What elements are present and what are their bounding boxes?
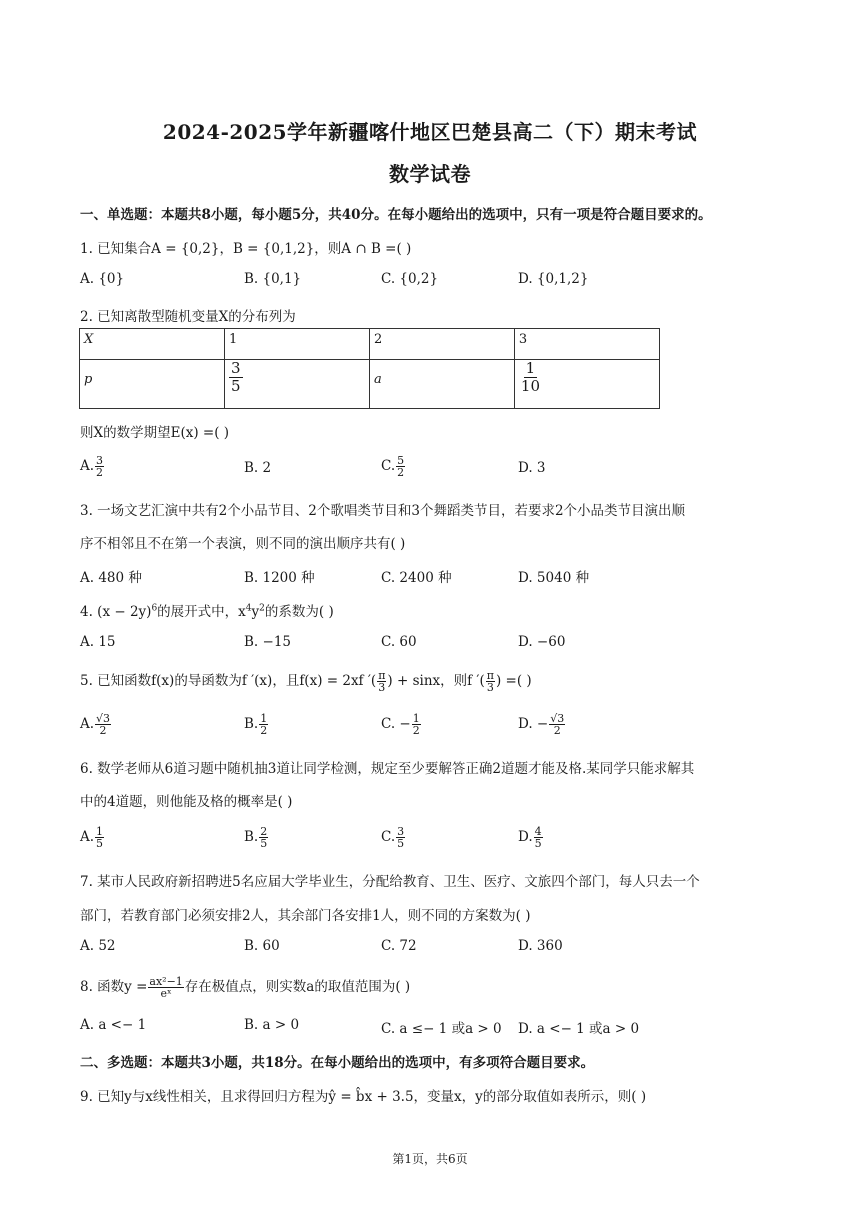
q4-option-a: A. 15 xyxy=(80,634,116,650)
exam-subtitle: 数学试卷 xyxy=(389,162,471,186)
q5-option-d: D. − $\frac{√3}{2}$ xyxy=(518,712,565,737)
q3-option-b: B. 1200 种 xyxy=(244,570,315,586)
q6-option-a: A. $\frac{1}{5}$ xyxy=(80,825,104,850)
q1-option-a: A. {0} xyxy=(80,271,125,287)
q4-option-d: D. −60 xyxy=(518,634,566,650)
q7-option-b: B. 60 xyxy=(244,938,280,954)
q6-option-b: B. $\frac{2}{5}$ xyxy=(244,825,268,850)
q2-option-c: C. $\frac{5}{2}$ xyxy=(381,454,405,479)
q3-line-1: 3. 一场文艺汇演中共有2个小品节目、2个歌唱类节目和3个舞蹈类节目，若要求2个小品类节目演出顺 xyxy=(80,503,686,519)
q3-option-c: C. 2400 种 xyxy=(381,570,452,586)
section-2-heading: 二、多选题：本题共3小题，共18分。在每小题给出的选项中，有多项符合题目要求。 xyxy=(80,1055,595,1071)
q1-option-c: C. {0,2} xyxy=(381,271,439,287)
q3-option-a: A. 480 种 xyxy=(80,570,142,586)
q5-option-b: B. $\frac{1}{2}$ xyxy=(244,712,268,737)
q8-option-a: A. a <− 1 xyxy=(80,1017,147,1033)
q2-ask: 则X的数学期望E(x) =( ) xyxy=(80,425,230,441)
q8-stem: 8. 函数y = $\frac{\text{ax²−1}}{\text{eˣ}}$ 存在极值点，则实数a的取值范围为( ) xyxy=(80,975,411,1000)
q8-option-d: D. a <− 1 或a > 0 xyxy=(518,1021,640,1037)
q2-option-b: B. 2 xyxy=(244,460,272,476)
q7-line-1: 7. 某市人民政府新招聘进5名应届大学毕业生，分配给教育、卫生、医疗、文旅四个部门，每人只去一个 xyxy=(80,874,700,890)
q8-option-b: B. a > 0 xyxy=(244,1017,300,1033)
table-cell: 2 xyxy=(369,329,514,360)
table-cell: 1 xyxy=(224,329,369,360)
q4-option-c: C. 60 xyxy=(381,634,417,650)
q5-stem: 5. 已知函数f(x)的导函数为f ′(x)，且f(x) = 2xf ′( $\frac{\pi}{3}$ ) + sinx，则f ′( $\frac{\pi}{3}$ ) =( ) xyxy=(80,669,532,694)
q3-line-2: 序不相邻且不在第一个表演，则不同的演出顺序共有( ) xyxy=(80,536,406,552)
q7-option-a: A. 52 xyxy=(80,938,116,954)
table-cell: 3 xyxy=(514,329,659,360)
q2-option-d: D. 3 xyxy=(518,460,546,476)
q6-line-1: 6. 数学老师从6道习题中随机抽3道让同学检测，规定至少要解答正确2道题才能及格.某同学只能求解其 xyxy=(80,761,695,777)
q2-option-a: A. $\frac{3}{2}$ xyxy=(80,454,104,479)
q1-stem: 1. 已知集合A = {0,2}，B = {0,1,2}，则A ∩ B =( ) xyxy=(80,241,412,257)
table-cell: X xyxy=(80,329,225,360)
section-1-heading: 一、单选题：本题共8小题，每小题5分，共40分。在每小题给出的选项中，只有一项是符合题目要求的。 xyxy=(80,207,712,223)
q1-option-b: B. {0,1} xyxy=(244,271,302,287)
table-cell: $\frac{1}{10}$ xyxy=(514,360,659,409)
q8-option-c: C. a ≤− 1 或a > 0 xyxy=(381,1021,502,1037)
q4-stem: 4. $(x - 2y)^6$的展开式中，$x^4y^2$的系数为( ) xyxy=(80,603,334,620)
table-cell: p xyxy=(80,360,225,409)
q3-option-d: D. 5040 种 xyxy=(518,570,590,586)
q6-option-d: D. $\frac{4}{5}$ xyxy=(518,825,542,850)
q7-line-2: 部门，若教育部门必须安排2人，其余部门各安排1人，则不同的方案数为( ) xyxy=(80,908,531,924)
q7-option-d: D. 360 xyxy=(518,938,563,954)
q6-option-c: C. $\frac{3}{5}$ xyxy=(381,825,405,850)
q4-option-b: B. −15 xyxy=(244,634,291,650)
table-cell: a xyxy=(369,360,514,409)
q1-option-d: D. {0,1,2} xyxy=(518,271,589,287)
q7-option-c: C. 72 xyxy=(381,938,417,954)
q9-stem: 9. 已知y与x线性相关，且求得回归方程为ŷ = b̂x + 3.5，变量x，y的部分取值如表所示，则( ) xyxy=(80,1089,647,1105)
q5-option-c: C. − $\frac{1}{2}$ xyxy=(381,712,420,737)
q2-stem: 2. 已知离散型随机变量X的分布列为 xyxy=(80,309,296,325)
q5-option-a: A. $\frac{√3}{2}$ xyxy=(80,712,111,737)
q6-line-2: 中的4道题，则他能及格的概率是( ) xyxy=(80,794,293,810)
distribution-table xyxy=(79,328,660,409)
exam-title: 2024-2025学年新疆喀什地区巴楚县高二（下）期末考试 xyxy=(162,120,698,144)
table-cell: $\frac{3}{5}$ xyxy=(224,360,369,409)
page-footer: 第1页，共6页 xyxy=(392,1152,468,1166)
